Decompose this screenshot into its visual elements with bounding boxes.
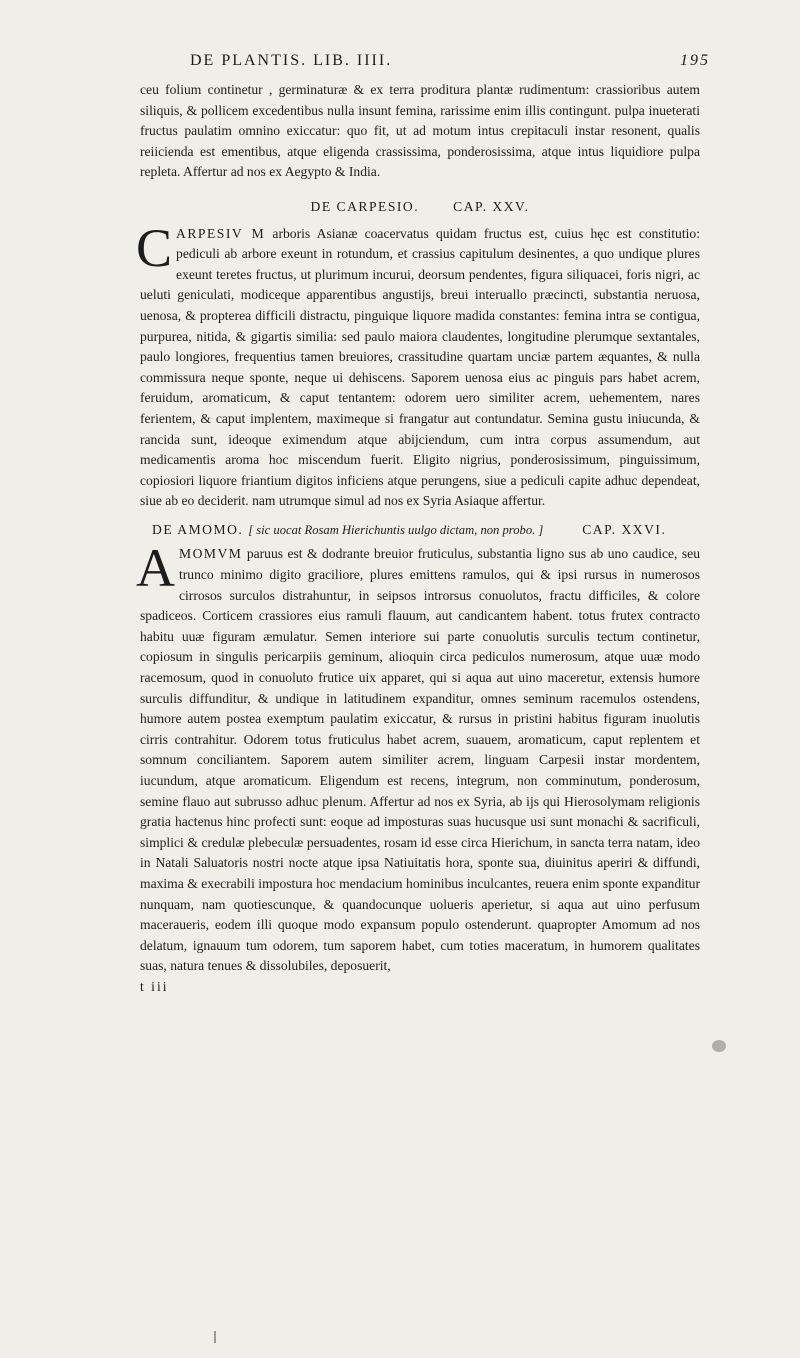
- intro-paragraph: ceu folium continetur , germinaturæ & ex terra proditura plantæ rudimentum: crassioribus autem siliquis, & pollicem excedentibus nulla insunt femina, rarissime enim illis contingunt. pulpa inueterati fructus paulatim omnino exiccatur: quo fit, ut ad motum intus crepitaculi instar resonent, qualis reiicienda est ementibus, atque eligenda crassissima, ponderosissima, atque intus liquidiore pulpa repleta. Affertur ad nos ex Aegypto & India.: [140, 82, 700, 180]
- heading-chapter: CAP. XXVI.: [582, 521, 667, 537]
- paragraph-amomo: [136, 538, 700, 976]
- paragraph-body: arboris Asianæ coacervatus quidam fructus est, cuius hęc est constitutio: pediculi ab arbore exeunt in rotundum, et crassius capitulum desinentes, a quo undique plures exeunt teretes fructus, ut plurimum incurui, deorsum pendentes, figura siliquacei, foris nigri, ac ueluti geniculati, modiceque apparentibus angustijs, breui interuallo præcincti, substantia neruosa, uenosa, & propterea difficili distractu, pinguique liquore madida constantes: femina intra se contigua, purpurea, nitida, & gigartis similia: sed paulo maiora claudentes, longitudine plerumque sextantales, paulo longiores, frequentius tamen breuiores, crassitudine quartam unciæ partem æquantes, & nulla commissura neque sponte, neque ui dehiscens. Saporem uenosa eius ac pinguis pars habet acrem, feruidum, aromaticum, & caput tentantem: odorem uero similiter acrem, uehementem, nares ferientem, & caput implentem, maximeque si frangatur aut contundatur. Semina gustu iniucunda, & rancida sunt, ideoque eximendum atque abijciendum, cum intra corpus assumendum, aut medicamentis aroma hoc miscendum fuerit. Eligito nigrius, ponderosissimum, pinguissimum, copiosiori liquore friantium digitos inficiens atque perungens, siue a pediculi capite adhuc dependeat, siue ab eo deciderit. nam utrumque simul ad nos ex Syria Asiaque affertur.: [140, 225, 700, 509]
- lead-word: ARPESIV M: [176, 225, 266, 241]
- catchword: t iii: [140, 978, 169, 994]
- section-heading-carpesio: [140, 197, 700, 218]
- heading-title: DE AMOMO.: [152, 521, 244, 537]
- margin-mark: [214, 1331, 216, 1343]
- text-block: [136, 80, 700, 998]
- running-title: DE PLANTIS. LIB. IIII.: [190, 52, 393, 69]
- ink-stain: [712, 1040, 726, 1052]
- heading-title: DE CARPESIO.: [310, 198, 420, 214]
- heading-chapter: CAP. XXV.: [453, 198, 530, 214]
- paragraph-body: paruus est & dodrante breuior fruticulus, substantia ligno sus ab uno caudice, seu trunco minimo digito graciliore, plures emittens ramulos, qui & ipsi rursus in numerosos cirrosos surculos distrahuntur, in seipsos introrsus conuolutos, fractu difficiles, & colore spadiceos. Corticem crassiores eius ramuli flauum, aut candicantem habent. totus frutex contracto habitu uuæ figuram æmulatur. Semen interiore sui parte conuolutis surculis tectum continetur, copiosum in singulis pericarpiis geminum, alioquin circa pediculos numerosum, atque uuæ modo racemosum, quod in conuoluto frutice uix apparet, qui si aqua aut uino maceretur, extensis humore surculis diffunditur, & undique in latitudinem expanditur, omnes seminum racemulos ostendens, humore autem postea exemptum paulatim exiccatur, & rursus in pristini habitus figuram inuolutis cirris contrahitur. Odorem totus fruticulus habet acrem, suauem, aromaticum, caput replentem et somnum conciliantem. Saporem autem similiter acrem, linguam Carpesii instar mordentem, iucundum, atque aromaticum. Eligendum est recens, integrum, non comminutum, ponderosum, semine flauo aut subrusso adhuc plenum. Affertur ad nos ex Syria, ab ijs qui Hierosolymam religionis gratia hactenus hinc profecti sunt: eoque ad imposturas suas hucusque usi sunt monachi & sacrificuli, simplici & credulæ plebeculæ persuadentes, rosam id esse circa Hierichum, in sancta terra natam, ideo in Natali Saluatoris nostri nocte atque ipsa Natiuitatis hora, sponte sua, diuinitus aperiri & diffundi, maxima & execrabili impostura hoc mendacium hominibus inculcantes, reuera enim sponte expanditur nunquam, nam quotiescunque, & quandocunque uolueris aperietur, si aqua aut uino perfusum maceraueris, eodem illi quoque modo expansum populo ostenderunt. quapropter Amomum ad nos delatum, ignauum tum odorem, tum saporem habet, cum toties maceratum, in humorem qualitates suas, natura tenues & dissolubiles, deposuerit,: [140, 546, 700, 974]
- lead-word: MOMVM: [179, 546, 243, 562]
- drop-cap: C: [136, 217, 173, 278]
- heading-note: [ sic uocat Rosam Hierichuntis uulgo dictam, non probo. ]: [248, 522, 544, 537]
- page-header: [190, 52, 710, 80]
- paragraph-carpesio: [136, 217, 700, 512]
- drop-cap: A: [136, 538, 175, 599]
- section-heading-amomo: [140, 520, 700, 541]
- page-number: 195: [680, 52, 710, 69]
